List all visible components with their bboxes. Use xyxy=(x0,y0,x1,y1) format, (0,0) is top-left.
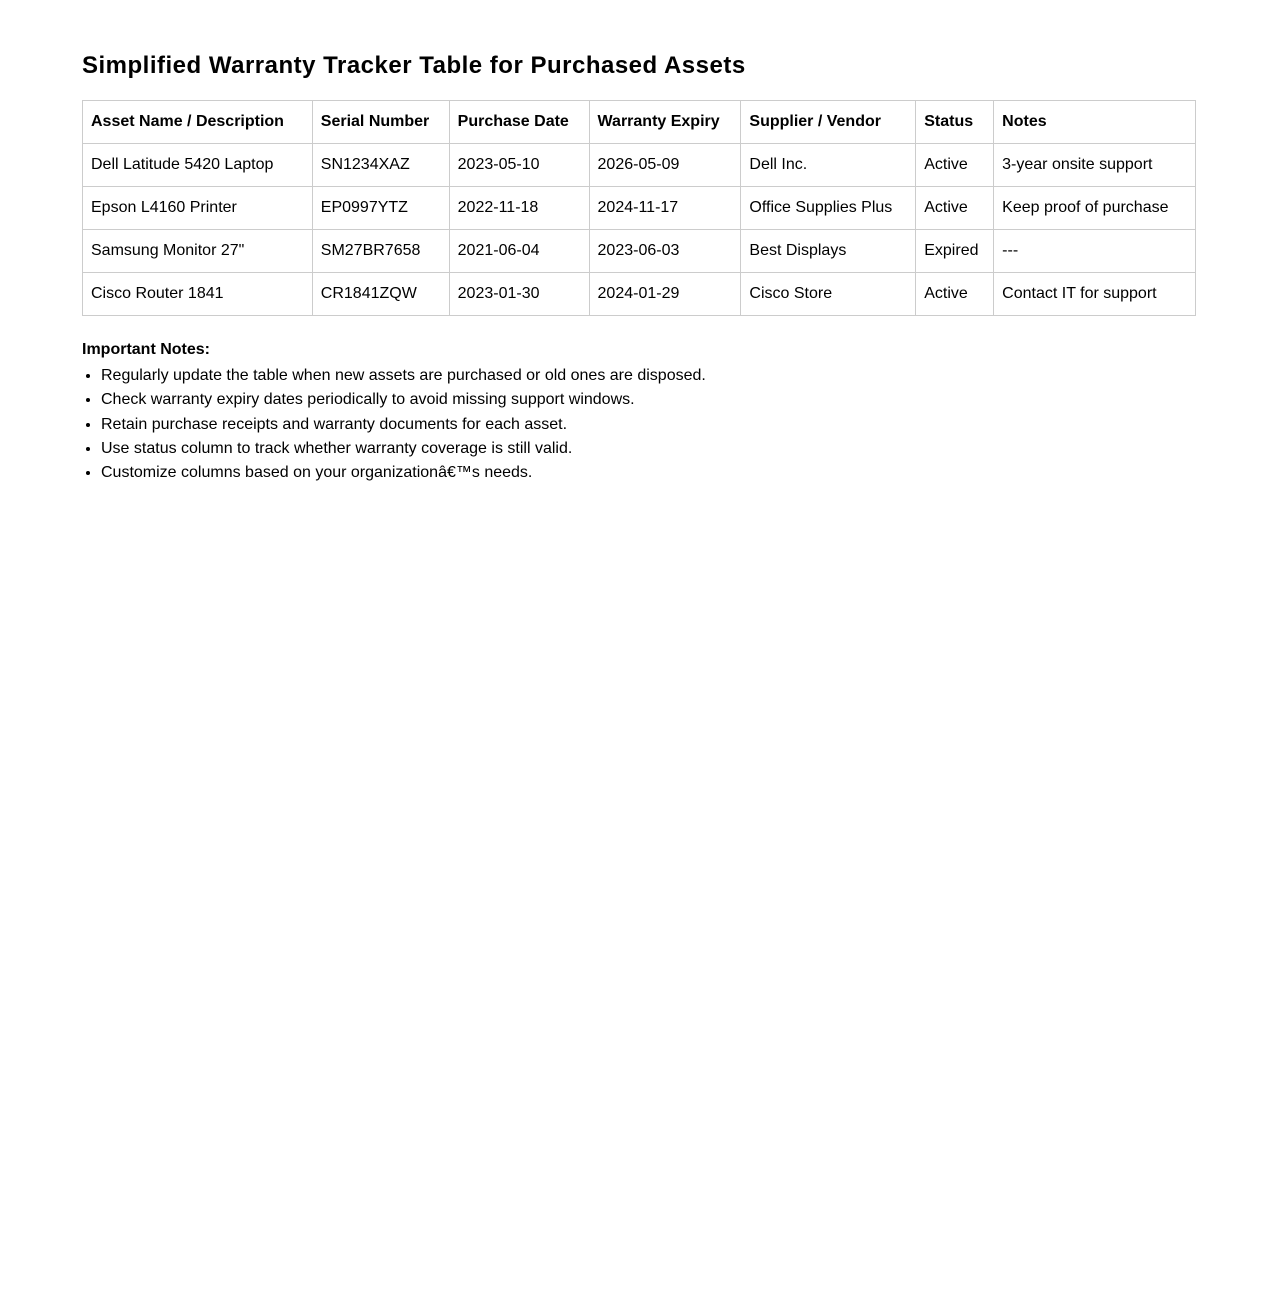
cell-status: Active xyxy=(916,187,994,230)
cell-warranty-expiry: 2026-05-09 xyxy=(589,144,741,187)
cell-serial-number: SM27BR7658 xyxy=(312,230,449,273)
cell-status: Active xyxy=(916,273,994,316)
cell-warranty-expiry: 2024-01-29 xyxy=(589,273,741,316)
warranty-table xyxy=(82,100,1196,316)
cell-purchase-date: 2022-11-18 xyxy=(449,187,589,230)
cell-warranty-expiry: 2024-11-17 xyxy=(589,187,741,230)
cell-purchase-date: 2023-01-30 xyxy=(449,273,589,316)
table-header-row xyxy=(83,101,1196,144)
cell-asset-name: Epson L4160 Printer xyxy=(83,187,313,230)
cell-status: Active xyxy=(916,144,994,187)
table-row xyxy=(83,230,1196,273)
cell-notes: Contact IT for support xyxy=(994,273,1196,316)
important-notes-section xyxy=(82,340,1196,485)
table-row xyxy=(83,144,1196,187)
page-title: Simplified Warranty Tracker Table for Purchased Assets xyxy=(82,52,746,79)
cell-notes: 3-year onsite support xyxy=(994,144,1196,187)
cell-purchase-date: 2021-06-04 xyxy=(449,230,589,273)
header-notes: Notes xyxy=(994,101,1196,144)
notes-title: Important Notes: xyxy=(82,341,210,358)
header-supplier: Supplier / Vendor xyxy=(741,101,916,144)
list-item: • Retain purchase receipts and warranty documents for each asset. xyxy=(101,413,1196,437)
cell-supplier: Office Supplies Plus xyxy=(741,187,916,230)
cell-notes: --- xyxy=(994,230,1196,273)
cell-serial-number: SN1234XAZ xyxy=(312,144,449,187)
header-purchase-date: Purchase Date xyxy=(449,101,589,144)
notes-list xyxy=(82,364,1196,485)
cell-purchase-date: 2023-05-10 xyxy=(449,144,589,187)
list-item: • Use status column to track whether warranty coverage is still valid. xyxy=(101,437,1196,461)
cell-asset-name: Dell Latitude 5420 Laptop xyxy=(83,144,313,187)
header-serial-number: Serial Number xyxy=(312,101,449,144)
table-row xyxy=(83,273,1196,316)
header-status: Status xyxy=(916,101,994,144)
cell-asset-name: Samsung Monitor 27" xyxy=(83,230,313,273)
cell-notes: Keep proof of purchase xyxy=(994,187,1196,230)
header-warranty-expiry: Warranty Expiry xyxy=(589,101,741,144)
header-asset-name: Asset Name / Description xyxy=(83,101,313,144)
list-item: • Customize columns based on your organizationâ€™s needs. xyxy=(101,461,1196,485)
cell-supplier: Best Displays xyxy=(741,230,916,273)
cell-supplier: Dell Inc. xyxy=(741,144,916,187)
cell-status: Expired xyxy=(916,230,994,273)
cell-serial-number: EP0997YTZ xyxy=(312,187,449,230)
list-item: • Check warranty expiry dates periodically to avoid missing support windows. xyxy=(101,388,1196,412)
document-page xyxy=(82,50,1196,485)
cell-warranty-expiry: 2023-06-03 xyxy=(589,230,741,273)
cell-serial-number: CR1841ZQW xyxy=(312,273,449,316)
cell-supplier: Cisco Store xyxy=(741,273,916,316)
cell-asset-name: Cisco Router 1841 xyxy=(83,273,313,316)
table-row xyxy=(83,187,1196,230)
list-item: • Regularly update the table when new assets are purchased or old ones are disposed. xyxy=(101,364,1196,388)
